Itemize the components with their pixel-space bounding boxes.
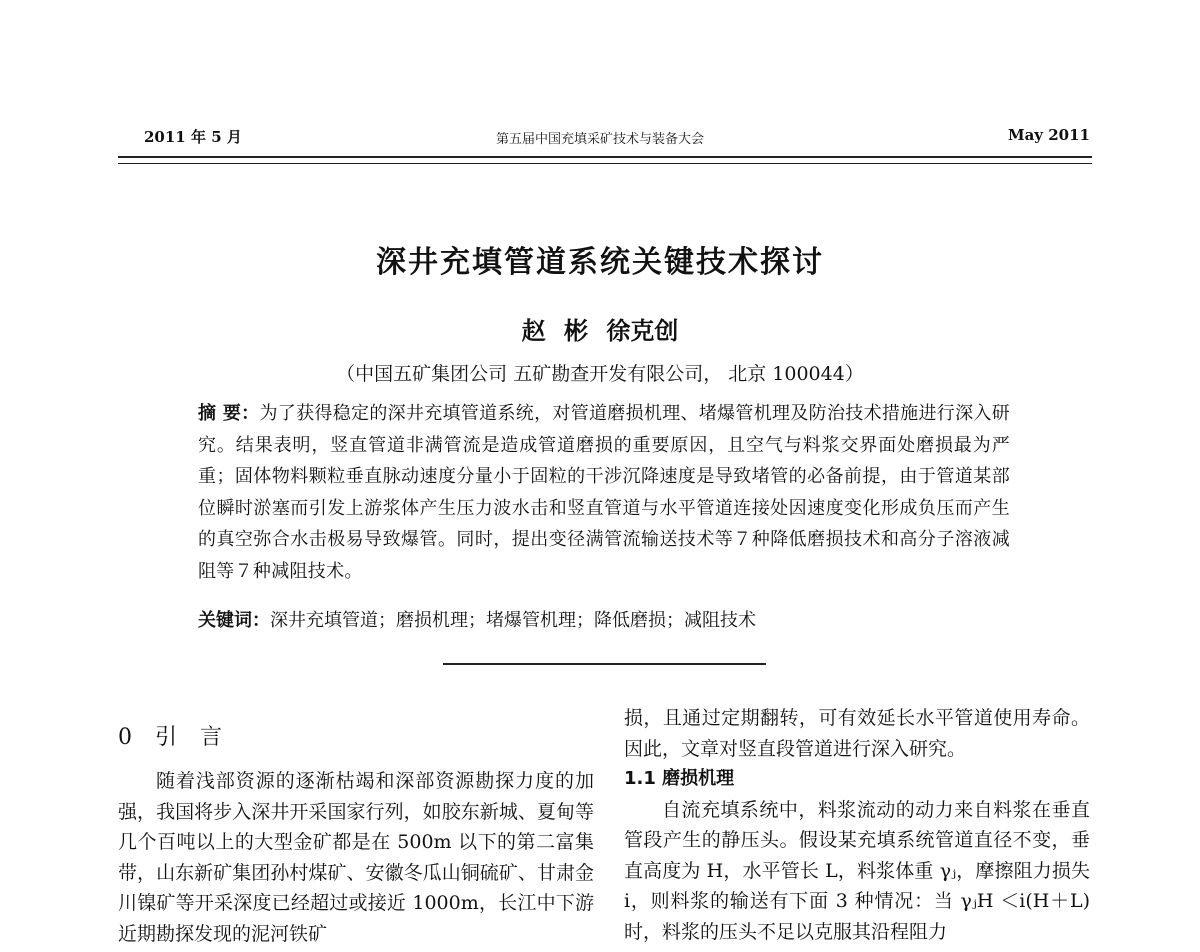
- abstract-text: 为了获得稳定的深井充填管道系统，对管道磨损机理、堵爆管机理及防治技术措施进行深入研究。结果表明，竖直管道非满管流是造成管道磨损的重要原因，且空气与料浆交界面处磨损最为严重；固体物料颗粒垂直脉动速度分量小于固粒的干涉沉降速度是导致堵管的必备前提，由于管道某部位瞬时淤塞而引发上游浆体产生压力波水击和竖直管道与水平管道连接处因速度变化形成负压而产生的真空弥合水击极易导致爆管。同时，提出变径满管流输送技术等７种降低磨损技术和高分子溶液减阻等７种减阻技术。: [198, 403, 1011, 582]
- section-heading-introduction: 0 引 言: [118, 725, 222, 750]
- section-divider: [443, 663, 766, 665]
- right-column: [624, 703, 1090, 947]
- abstract-label: 摘 要：: [198, 403, 260, 424]
- paper-title: 深井充填管道系统关键技术探讨: [376, 245, 824, 280]
- header-rule-thick: [118, 156, 1092, 158]
- wear-mechanism-paragraph: 自流充填系统中，料浆流动的动力来自料浆在垂直管段产生的静压头。假设某充填系统管道直径不变，垂直高度为 H，水平管长 L，料浆体重 γⱼ，摩擦阻力损失 i，则料浆的输送有下面 3 种情况：当 γⱼH ＜i(H＋L) 时，料浆的压头不足以克服其沿程阻力: [624, 798, 1090, 943]
- keywords-label: 关键词：: [198, 610, 270, 631]
- author-affiliation: （中国五矿集团公司 五矿勘查开发有限公司， 北京 100044）: [336, 363, 864, 385]
- intro-paragraph: 随着浅部资源的逐渐枯竭和深部资源勘探力度的加强，我国将步入深井开采国家行列，如胶东新城、夏甸等几个百吨以上的大型金矿都是在 500m 以下的第二富集带，山东新矿集团孙村煤矿、安徽冬瓜山铜硫矿、甘肃金川镍矿等开采深度已经超过或接近 1000m，长江中下游近期勘探发现的泥河铁矿: [118, 770, 594, 945]
- subsection-heading-wear-mechanism: 1.1 磨损机理: [624, 768, 735, 789]
- keywords: [198, 605, 1010, 637]
- keywords-text: 深井充填管道；磨损机理；堵爆管机理；降低磨损；减阻技术: [270, 610, 756, 631]
- abstract: [198, 398, 1010, 587]
- left-column: [118, 766, 594, 949]
- running-header-date-en: May 2011: [1007, 126, 1090, 144]
- header-rule-thin: [118, 163, 1092, 164]
- paper-authors: 赵 彬 徐克创: [521, 316, 679, 345]
- running-header-conference: 第五届中国充填采矿技术与装备大会: [495, 132, 704, 147]
- continuation-paragraph: 损，且通过定期翻转，可有效延长水平管道使用寿命。因此，文章对竖直段管道进行深入研究。: [624, 707, 1090, 760]
- running-header-date: 2011 年 5 月: [144, 128, 242, 146]
